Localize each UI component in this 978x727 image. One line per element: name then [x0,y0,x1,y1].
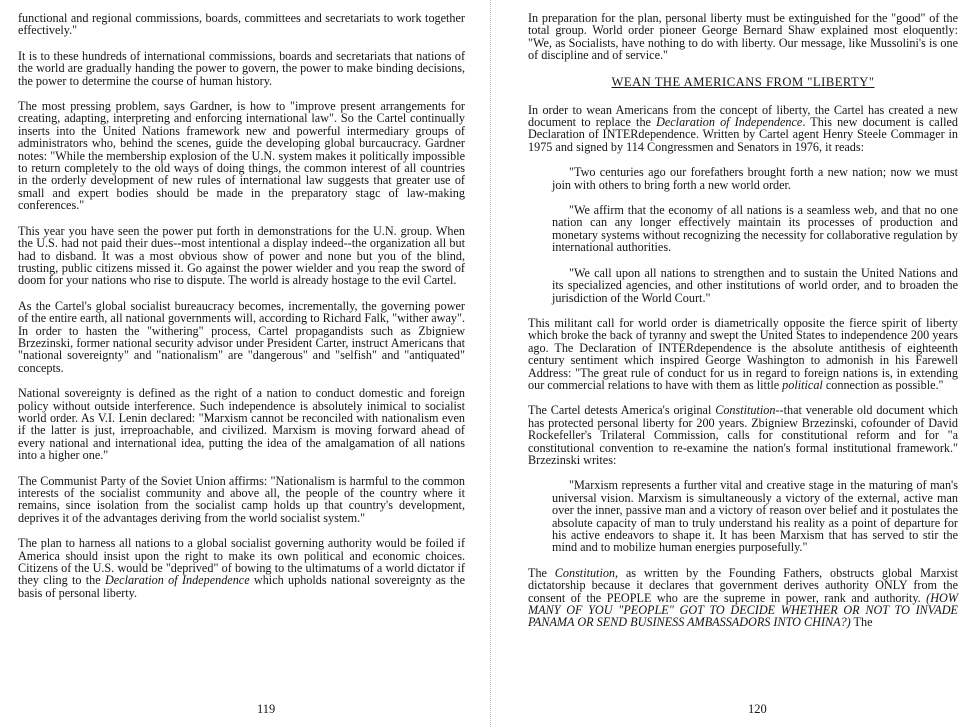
right-intro-paragraph: In preparation for the plan, personal liberty must be extinguished for the "good" of the total group. World order pioneer George Bernard Shaw explained most eloquently: "We, as Socialists, have nothing to do with liberty. Our message, like Mussolini's is one of discipline and of service." [528,11,958,63]
left-paragraph-2: It is to these hundreds of international commissions, boards and secretariats that nations of the world are gradually handing the power to govern, the power to make binding decisions, the power to determine the course of human history. [18,48,465,88]
left-paragraph-6: National sovereignty is defined as the right of a nation to conduct domestic and foreign policy without outside interference. Such independence is absolutely inimical to socialist world order. As V.I. Lenin declared: "Marxism cannot be reconciled with nationalism even if the latter is just, irreproachable, and civilized. Marxism is moving forward ahead of every national and international idea, putting the idea of the amalgamation of all nations into a higher one." [18,386,465,463]
right-paragraph-constitution [528,567,958,629]
cartel-text-b: --that venerable old document which has protected personal liberty for 200 years. Zbigniew Brzezinski, cofounder of David Rockefeller's Trilateral Commission, calls for constitutional reform and for "a constitutional convention to re-examine the nation's formal institutional framework." Brzezinski writes: [528,403,958,467]
declaration-title-italic: Declaration of Independence [104,573,250,588]
right-paragraph-wean [528,104,958,154]
left-paragraph-8-text-b: which upholds national sovereignty as the basis of personal liberty. [18,573,465,600]
interdependence-quote-1: "Two centuries ago our forefathers brought forth a new nation; now we must join with others to bring forth a new world order. [552,165,958,192]
brzezinski-quote: "Marxism represents a further vital and creative stage in the maturing of man's universal vision. Marxism is simultaneously a victory of the external, active man over the inner, passive man and a victory of reason over belief and it postulates the absolute capacity of man to truly understand his reality as a point of departure for his active endeavors to shape it. It has been Marxism that has served to stir the mind and to mobilize human energies purposefully." [552,478,958,555]
right-text-column [528,12,958,629]
left-paragraph-5: As the Cartel's global socialist bureaucracy becomes, incrementally, the governing power of the entire earth, all national governments will, according to Richard Falk, "wither away". In order to hasten the "withering" process, Cartel propagandists such as Zbigniew Brzezinski, former national security advisor under President Carter, instruct Americans that "national sovereignty" and "nationalism" are "dangerous" and "selfish" and "antiquated" concepts. [18,298,465,375]
constitution-italic-caps: (HOW MANY OF YOU "PEOPLE" GOT TO DECIDE WHETHER OR NOT TO INVADE PANAMA OR SEND BUSINESS AMBASSADORS INTO CHINA?) [528,590,958,630]
right-paragraph-militant [528,317,958,391]
left-text-column [18,12,465,599]
wean-text-a: In order to wean Americans from the concept of liberty, the Cartel has created a new document to replace the [528,102,958,130]
militant-text-b: connection as possible." [822,377,944,392]
constitution-text-a: The [528,565,555,580]
wean-text-b: . This new document is called Declaration of INTERdependence. Written by Cartel agent Henry Steele Commager in 1975 and signed by 114 Congressmen and Senators in 1976, it reads: [528,115,958,154]
left-paragraph-1: functional and regional commissions, boards, committees and secretariats to work together effectively." [18,11,465,38]
constitution-italic: Constitution [554,565,616,580]
militant-italic: political [782,377,823,392]
left-paragraph-3: The most pressing problem, says Gardner, is how to "improve present arrangements for creating, adapting, interpreting and enforcing international law". So the Cartel continually inserts into the United Nations framework new and powerful intermediary groups of administrators who, behind the scenes, guide the developing global burcaucracy. Gardner notes: "While the membership explosion of the U.N. system makes it politically impossible to return completely to the old ways of doing things, the common interest of all countries in the orderly development of new rules of international law suggests that greater use of small and expert bodies should be made in the preparatory stagc of law-making conferences." [18,99,465,213]
interdependence-quote-2: "We affirm that the economy of all nations is a seamless web, and that no one nation can any longer effectively maintain its processes of production and monetary systems without recognizing the necessity for collaborative regulation by international authorities. [552,203,958,255]
right-page [492,0,978,727]
militant-text-a: This militant call for world order is diametrically opposite the fierce spirit of liberty which broke the back of tyranny and swept the United States to independence 200 years ago. The Declaration of INTERdependence is the absolute antithesis of eighteenth century sentiment which inspired George Washington to admonish in his Farewell Address: "The great rule of conduct for us in regard to foreign nations is, in extending our commercial relations to have with them as little [528,315,958,392]
page-number-right: 120 [748,702,767,716]
cartel-text-a: The Cartel detests America's original [528,403,716,418]
section-heading: WEAN THE AMERICANS FROM "LIBERTY" [611,74,875,89]
interdependence-quote-3: "We call upon all nations to strengthen and to sustain the United Nations and its specialized agencies, and other institutions of world order, and to broaden the jurisdiction of the World Court." [552,265,958,305]
right-paragraph-cartel [528,404,958,466]
page-number-left: 119 [257,702,276,716]
left-paragraph-8-text-a: The plan to harness all nations to a global socialist governing authority would be foiled if America should insist upon the right to make its own political and economic choices. Citizens of the U.S. would be "deprived" of bowing to the ultimatums of a world dictator if they cling to the [18,536,465,588]
constitution-text-b: , as written by the Founding Fathers, obstructs global Marxist dictatorship because it declares that government derives authority ONLY from the consent of the PEOPLE who are the supreme in power, rank and authority. [528,565,958,605]
left-paragraph-4: This year you have seen the power put forth in demonstrations for the U.N. group. When the U.S. had not paid their dues--most intentional a display indeed--the organization all but had to disband. It was a most obvious show of power and none but you of the blind, trusting, public citizens missed it. Go against the power wielder and you reap the sword of doom for your nations who rise to dispute. The world is already hostage to the evil Cartel. [18,223,465,288]
cartel-italic: Constitution [715,403,776,418]
left-paragraph-8 [18,537,465,599]
wean-italic: Declaration of Independence [656,115,803,130]
left-paragraph-7: The Communist Party of the Soviet Union affirms: "Nationalism is harmful to the common interests of the socialist community and above all, the people of the country where it remains, since isolation from the socialist camp holds up that country's development, deprives it of the advantages deriving from the world socialist system." [18,473,465,525]
constitution-text-c: The [850,615,873,630]
